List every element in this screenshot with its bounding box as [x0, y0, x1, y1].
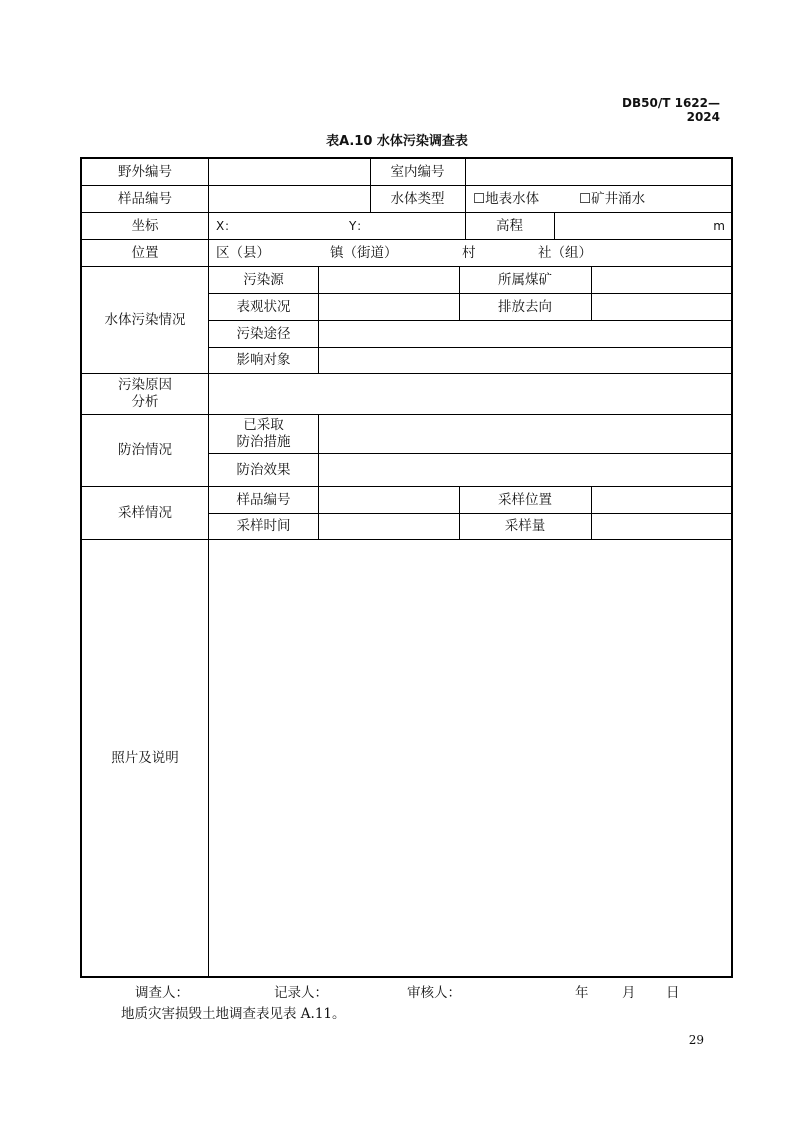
location-label: 位置 [131, 244, 159, 261]
photos-label: 照片及说明 [111, 749, 179, 766]
appearance-label: 表观状况 [236, 298, 291, 315]
coal-mine-input[interactable] [592, 267, 731, 293]
survey-table [80, 157, 733, 978]
cause-analysis-label [82, 374, 208, 414]
page-number: 29 [688, 1033, 704, 1047]
year-label: 年 [575, 985, 589, 1001]
location-village: 村 [462, 244, 476, 261]
effect-label: 防治效果 [236, 461, 291, 478]
location-district: 区（县） [216, 244, 270, 261]
measures-line1: 已采取 [243, 417, 284, 433]
sampling-position-label: 采样位置 [498, 491, 552, 508]
coal-mine-label: 所属煤矿 [498, 271, 552, 288]
lab-no-label: 室内编号 [390, 163, 445, 180]
measures-input[interactable] [319, 415, 731, 453]
month-label: 月 [622, 985, 636, 1001]
water-type-label: 水体类型 [390, 190, 445, 207]
effect-input[interactable] [319, 454, 731, 486]
pathway-input[interactable] [319, 321, 731, 347]
recorder-label: 记录人： [274, 985, 328, 1001]
sampling-sample-no-label: 样品编号 [236, 491, 291, 508]
measures-label [209, 415, 318, 453]
prevention-label: 防治情况 [118, 442, 172, 458]
footnote: 地质灾害损毁土地调查表见表 A.11。 [121, 1006, 346, 1022]
day-label: 日 [666, 985, 680, 1001]
pollution-source-input[interactable] [319, 267, 459, 293]
cause-analysis-line2: 分析 [131, 394, 159, 410]
coord-x-label: X： [216, 218, 237, 233]
discharge-label: 排放去向 [498, 298, 552, 315]
measures-line2: 防治措施 [236, 434, 291, 450]
coord-y-label: Y： [349, 218, 369, 233]
cause-analysis-line1: 污染原因 [118, 377, 172, 393]
cause-analysis-input[interactable] [209, 374, 731, 414]
coord-label: 坐标 [131, 217, 159, 234]
option-surface-water[interactable]: ☐地表水体 [473, 190, 540, 207]
location-group: 社（组） [538, 244, 592, 261]
affected-label: 影响对象 [236, 352, 291, 368]
reviewer-label: 审核人： [407, 985, 461, 1001]
sample-no-input[interactable] [209, 186, 370, 212]
sampling-time-input[interactable] [319, 514, 459, 539]
photos-area[interactable] [209, 540, 731, 976]
surveyor-label: 调查人： [135, 985, 189, 1001]
document-id: DB50/T 1622—2024 [622, 96, 720, 124]
pathway-label: 污染途径 [236, 325, 291, 342]
sampling-label: 采样情况 [118, 504, 172, 521]
affected-input[interactable] [319, 348, 731, 373]
location-town: 镇（街道） [330, 244, 398, 261]
sampling-amount-input[interactable] [592, 514, 731, 539]
sample-no-label: 样品编号 [118, 190, 172, 207]
field-no-input[interactable] [209, 159, 370, 185]
sampling-amount-label: 采样量 [504, 518, 546, 534]
table-title: 表A.10 水体污染调查表 [326, 134, 468, 149]
elevation-label: 高程 [496, 217, 523, 234]
elevation-unit: m [713, 218, 725, 233]
sampling-position-input[interactable] [592, 487, 731, 513]
field-no-label: 野外编号 [118, 163, 172, 180]
sampling-time-label: 采样时间 [236, 518, 291, 534]
discharge-input[interactable] [592, 294, 731, 320]
sampling-sample-no-input[interactable] [319, 487, 459, 513]
appearance-input[interactable] [319, 294, 459, 320]
pollution-status-label: 水体污染情况 [104, 311, 186, 328]
lab-no-input[interactable] [466, 159, 731, 185]
pollution-source-label: 污染源 [243, 271, 284, 288]
option-mine-water[interactable]: ☐矿井涌水 [579, 190, 646, 207]
